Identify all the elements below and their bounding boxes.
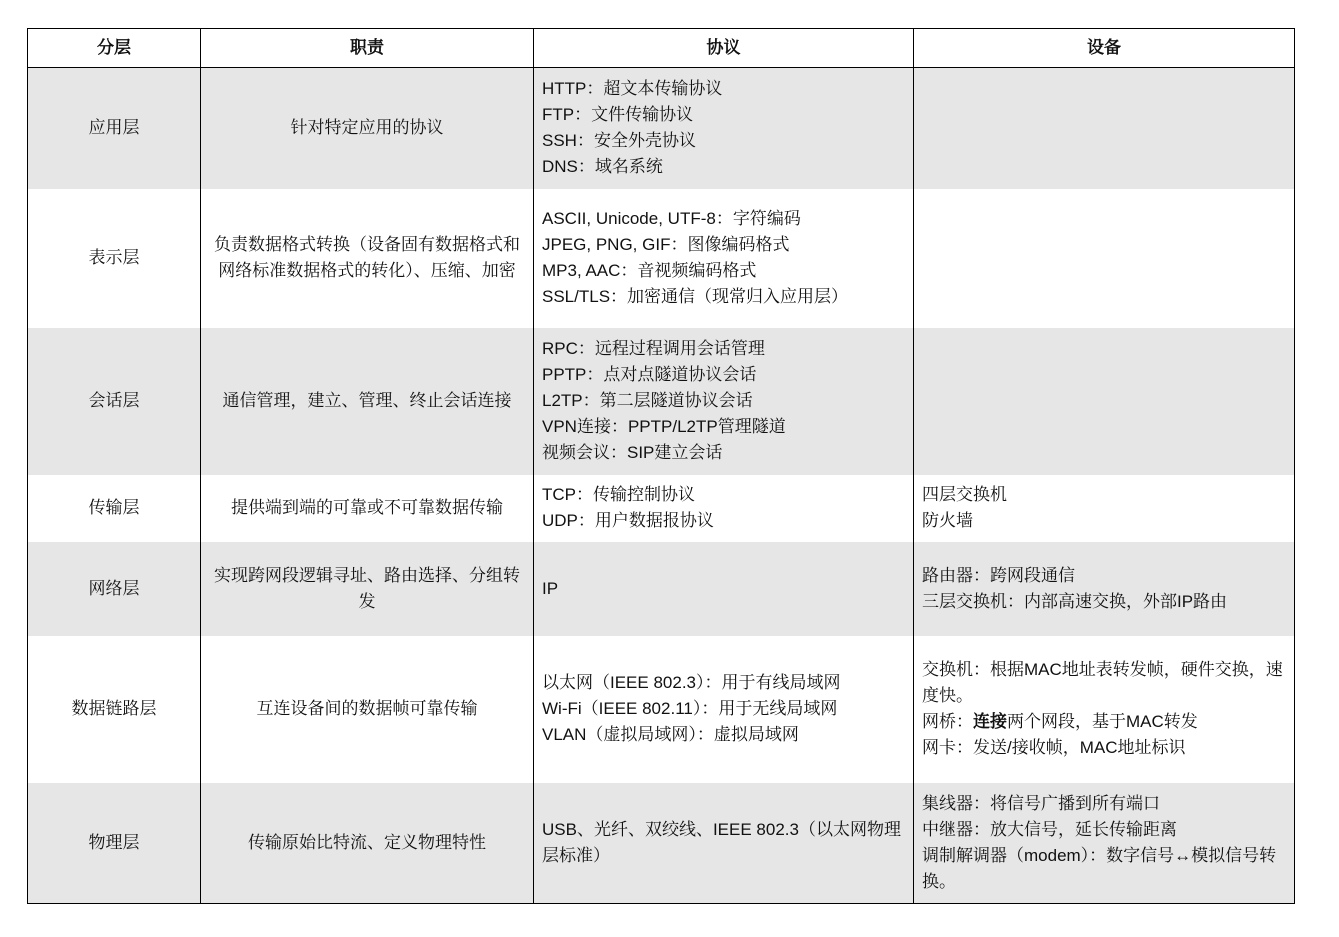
protocol-item: VLAN（虚拟局域网）：虚拟局域网 [542,725,799,744]
protocol-item: DNS：域名系统 [542,157,663,177]
device-cell [914,475,1295,542]
protocol-item: SSL/TLS：加密通信（现常归入应用层） [542,287,849,306]
protocol-cell [534,189,914,328]
protocol-cell [534,475,914,542]
device-item: 集线器：将信号广播到所有端口 [922,793,1160,813]
protocol-item: MP3, AAC：音视频编码格式 [542,261,757,280]
device-emphasis: 连接 [973,712,1007,731]
protocol-item: ASCII, Unicode, UTF-8：字符编码 [542,209,801,228]
layer-duty: 传输原始比特流、定义物理特性 [201,783,534,904]
protocol-item: USB、光纤、双绞线、IEEE 802.3（以太网物理层标准） [542,819,901,865]
osi-model-table [27,28,1295,904]
layer-duty: 互连设备间的数据帧可靠传输 [201,636,534,783]
device-item: 四层交换机 [922,485,1007,504]
device-text: 两个网段，基于MAC转发 [1007,712,1198,731]
layer-duty: 提供端到端的可靠或不可靠数据传输 [201,475,534,542]
table-row-physical [28,783,1295,904]
device-cell [914,189,1295,328]
header-row [28,29,1295,68]
table-row-session [28,328,1295,475]
layer-name: 物理层 [28,783,201,904]
device-item: 中继器：放大信号，延长传输距离 [922,819,1177,839]
protocol-item: RPC：远程过程调用会话管理 [542,339,765,358]
protocol-item: UDP：用户数据报协议 [542,511,714,530]
protocol-item: PPTP：点对点隧道协议会话 [542,365,757,384]
protocol-item: JPEG, PNG, GIF：图像编码格式 [542,235,790,254]
layer-duty: 针对特定应用的协议 [201,68,534,189]
layer-name: 网络层 [28,542,201,636]
protocol-cell [534,636,914,783]
protocol-item: 以太网（IEEE 802.3）：用于有线局域网 [542,673,841,692]
device-item: 调制解调器（modem）：数字信号↔模拟信号转换。 [922,845,1277,891]
protocol-item: IP [542,578,559,598]
layer-duty: 负责数据格式转换（设备固有数据格式和网络标准数据格式的转化）、压缩、加密 [201,189,534,328]
protocol-item: TCP：传输控制协议 [542,485,695,504]
protocol-item: HTTP：超文本传输协议 [542,79,723,99]
device-cell [914,636,1295,783]
layer-name: 传输层 [28,475,201,542]
device-cell [914,783,1295,904]
table-row-network [28,542,1295,636]
device-item: 交换机：根据MAC地址表转发帧，硬件交换，速度快。 [922,660,1283,705]
layer-duty: 实现跨网段逻辑寻址、路由选择、分组转发 [201,542,534,636]
protocol-cell [534,542,914,636]
device-cell [914,328,1295,475]
device-cell [914,542,1295,636]
header-layer: 分层 [28,29,201,68]
device-label: 网桥： [922,712,973,731]
protocol-item: 视频会议：SIP建立会话 [542,443,723,462]
protocol-item: L2TP：第二层隧道协议会话 [542,391,753,410]
device-item: 路由器：跨网段通信 [922,565,1075,585]
device-cell [914,68,1295,189]
table-row-application [28,68,1295,189]
device-item: 防火墙 [922,511,973,530]
header-duty: 职责 [201,29,534,68]
header-protocol: 协议 [534,29,914,68]
layer-duty: 通信管理，建立、管理、终止会话连接 [201,328,534,475]
table-row-presentation [28,189,1295,328]
protocol-item: SSH：安全外壳协议 [542,131,696,151]
protocol-cell [534,328,914,475]
protocol-item: Wi-Fi（IEEE 802.11）：用于无线局域网 [542,699,838,718]
protocol-item: VPN连接：PPTP/L2TP管理隧道 [542,417,786,436]
device-item: 网卡：发送/接收帧，MAC地址标识 [922,738,1186,757]
table-row-datalink [28,636,1295,783]
layer-name: 表示层 [28,189,201,328]
layer-name: 会话层 [28,328,201,475]
table-row-transport [28,475,1295,542]
protocol-item: FTP：文件传输协议 [542,105,694,125]
layer-name: 应用层 [28,68,201,189]
protocol-cell [534,783,914,904]
header-device: 设备 [914,29,1295,68]
protocol-cell [534,68,914,189]
device-item: 三层交换机：内部高速交换，外部IP路由 [922,591,1228,611]
layer-name: 数据链路层 [28,636,201,783]
device-item-bridge [922,709,1286,735]
